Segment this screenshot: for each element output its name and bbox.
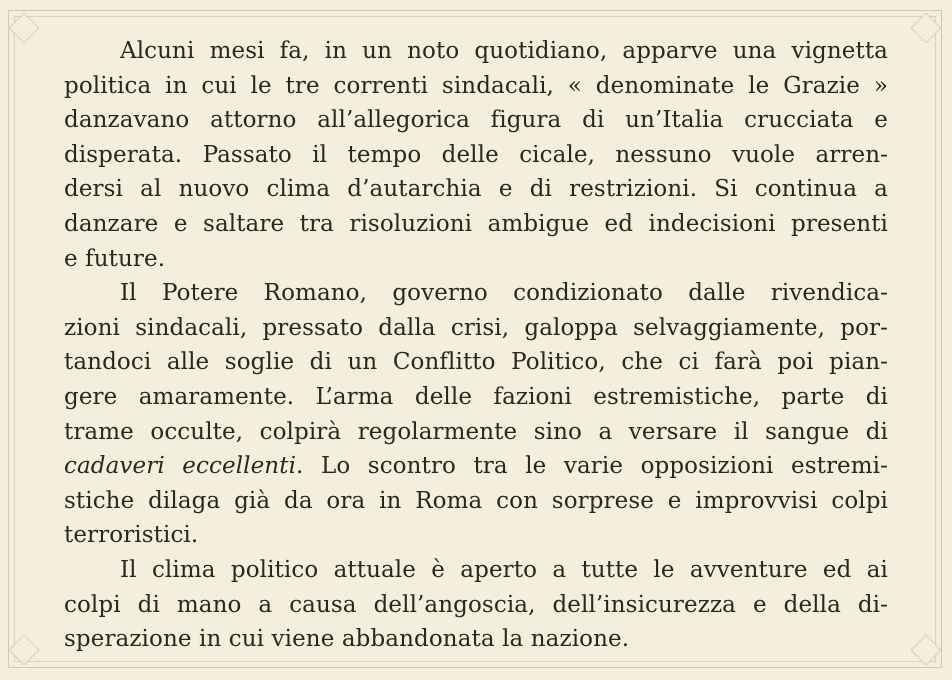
text-line: e future. xyxy=(64,245,166,272)
text-line: Il Potere Romano, governo condizionato dalle rivendica- xyxy=(120,280,888,307)
text-line: sperazione in cui viene abbandonata la nazione. xyxy=(64,626,630,653)
text-line: danzavano attorno all’allegorica figura di un’Italia crucciata e xyxy=(64,107,888,134)
corner-ornament-bottom-left xyxy=(8,634,39,665)
text-line: tandoci alle soglie di un Conflitto Politico, che ci farà poi pian- xyxy=(64,349,888,376)
text-line: Alcuni mesi fa, in un noto quotidiano, apparve una vignetta xyxy=(120,38,888,64)
text-line: trame occulte, colpirà regolarmente sino a versare il sangue di xyxy=(64,418,888,445)
text-line-rest: . Lo scontro tra le varie opposizioni estremi- xyxy=(296,453,888,480)
text-line: gere amaramente. L’arma delle fazioni estremistiche, parte di xyxy=(64,383,888,410)
text-line: Il clima politico attuale è aperto a tutte le avventure ed ai xyxy=(120,556,888,583)
text-line: zioni sindacali, pressato dalla crisi, galoppa selvaggiamente, por- xyxy=(64,314,888,341)
corner-ornament-top-left xyxy=(8,12,39,43)
text-line: disperata. Passato il tempo delle cicale, nessuno vuole arren- xyxy=(64,141,888,168)
italic-phrase: cadaveri eccellenti xyxy=(64,453,297,480)
text-line-with-italic xyxy=(64,449,888,484)
text-line: politica in cui le tre correnti sindacali, « denominate le Grazie » xyxy=(64,72,888,99)
body-text xyxy=(64,34,888,657)
text-line: terroristici. xyxy=(64,522,199,549)
text-line: colpi di mano a causa dell’angoscia, dell’insicurezza e della di- xyxy=(64,591,888,618)
text-line: danzare e saltare tra risoluzioni ambigue ed indecisioni presenti xyxy=(64,210,888,237)
text-line: stiche dilaga già da ora in Roma con sorprese e improvvisi colpi xyxy=(64,487,888,514)
text-line: dersi al nuovo clima d’autarchia e di restrizioni. Si continua a xyxy=(64,176,888,203)
